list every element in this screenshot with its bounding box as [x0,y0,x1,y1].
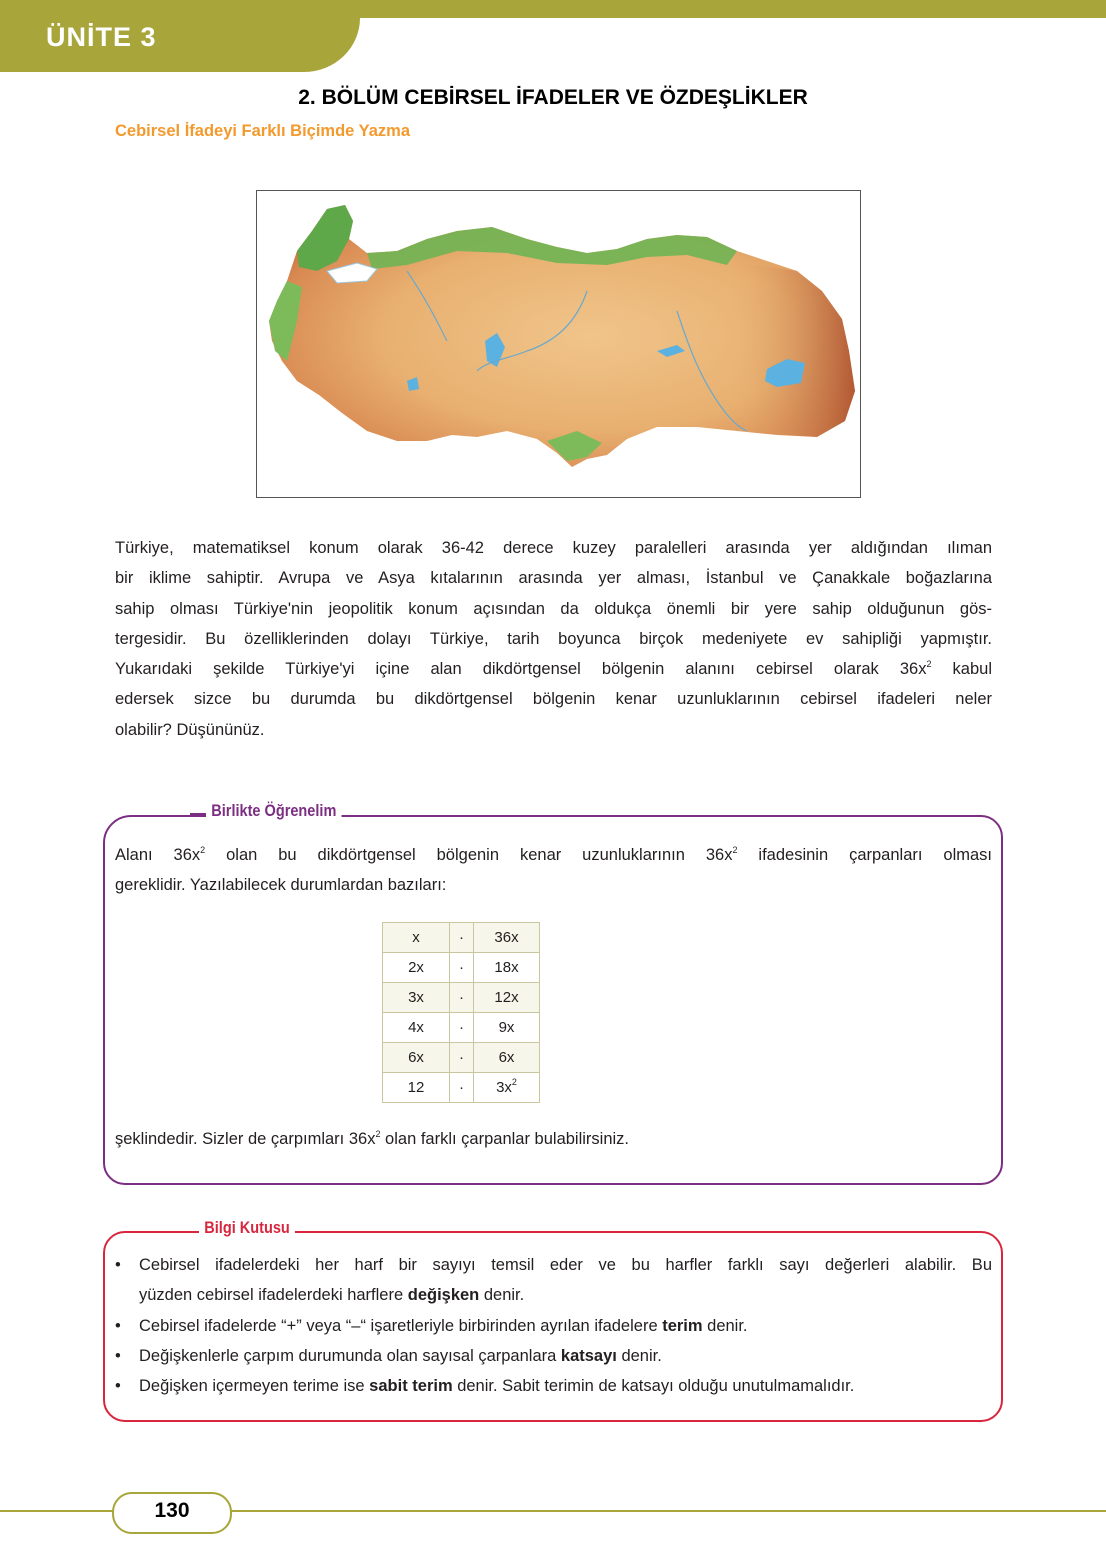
multiply-dot: · [450,1043,474,1073]
info-item [115,1341,992,1371]
info-item [115,1371,992,1401]
intro-line-text: Yukarıdaki şekilde Türkiye'yi içine alan dikdörtgensel bölgenin alanını cebirsel olarak 36x [115,660,927,679]
info-text: denir. [616,1346,662,1365]
factor-row [383,1043,540,1073]
page-number: 130 [154,1499,190,1522]
info-item [115,1250,992,1311]
learn-text-part: olan bu dikdörtgensel bölgenin kenar uzunluklarının 36x [205,846,733,864]
factor-cell: 4x [383,1013,450,1043]
section-title: 2. BÖLÜM CEBİRSEL İFADELER VE ÖZDEŞLİKLER [298,86,808,109]
factor-row [383,923,540,953]
superscript: 2 [926,659,932,670]
info-list [115,1250,992,1401]
learn-conclusion [115,1130,629,1149]
learn-text-part: şeklindedir. Sizler de çarpımları 36x [115,1130,376,1148]
info-text: • Cebirsel ifadelerdeki her harf bir sayıyı temsil eder ve bu harfler farklı sayı değerleri alabilir. Bu [139,1256,992,1274]
factor-cell: $3x^2$ [474,1073,540,1103]
factor-cell: x [383,923,450,953]
multiply-dot: · [450,923,474,953]
superscript: 2 [732,845,738,855]
info-text: yüzden cebirsel ifadelerdeki harflere [139,1286,408,1305]
info-text: Değişken içermeyen terime ise [139,1377,370,1396]
intro-line: sahip olması Türkiye'nin jeopolitik konum açısından da oldukça önemli bir yere sahip olduğunun gös- [115,599,992,618]
factor-cell: 6x [474,1043,540,1073]
factor-table [382,922,540,1103]
factor-cell: 18x [474,953,540,983]
info-item [115,1311,992,1341]
factor-cell: 9x [474,1013,540,1043]
section-subtitle: Cebirsel İfadeyi Farklı Biçimde Yazma [115,122,411,140]
factor-cell: 36x [474,923,540,953]
learn-text-part: olan farklı çarpanlar bulabilirsiniz. [380,1130,629,1148]
turkey-map [256,190,861,498]
intro-line [115,654,992,684]
factor-cell: 12 [383,1073,450,1103]
learn-line: gereklidir. Yazılabilecek durumlardan bazıları: [115,876,447,895]
info-term: katsayı [560,1346,617,1365]
multiply-dot: · [450,983,474,1013]
intro-line: bir iklime sahiptir. Avrupa ve Asya kıtalarının arasında yer alması, İstanbul ve Çanakkale boğazlarına [115,569,992,588]
factor-cell: 2x [383,953,450,983]
intro-line: tergesidir. Bu özelliklerinden dolayı Türkiye, tarih boyunca birçok medeniyete ev sahipliği yapmıştır. [115,629,992,648]
intro-paragraph [115,533,992,745]
intro-line: Türkiye, matematiksel konum olarak 36-42 derece kuzey paralelleri arasında yer aldığından ılıman [115,539,992,557]
factor-row [383,1073,540,1103]
learn-text [115,840,992,901]
learn-text-part: ifadesinin çarpanları olması [737,846,992,864]
turkey-relief-map-image [257,191,860,497]
info-box-title: Bilgi Kutusu [199,1219,295,1238]
superscript: 2 [200,845,206,855]
info-term: sabit terim [369,1377,453,1396]
superscript: 2 [375,1129,381,1139]
learn-line [115,840,992,870]
factor-cell: 3x [383,983,450,1013]
factor-row [383,953,540,983]
factor-cell: 12x [474,983,540,1013]
multiply-dot: · [450,1073,474,1103]
info-text: denir. Sabit terimin de katsayı olduğu unutulmamalıdır. [452,1377,855,1396]
info-text: denir. [702,1316,748,1335]
factor-row [383,983,540,1013]
multiply-dot: · [450,1013,474,1043]
factor-cell: 6x [383,1043,450,1073]
intro-line: edersek sizce bu durumda bu dikdörtgensel bölgenin kenar uzunluklarının cebirsel ifadeleri neler [115,690,992,709]
learn-together-title: Birlikte Öğrenelim [206,802,342,821]
intro-line: olabilir? Düşününüz. [115,720,265,739]
info-term: terim [662,1316,703,1335]
multiply-dot: · [450,953,474,983]
learn-text-part: Alanı 36x [115,846,201,864]
factor-row [383,1013,540,1043]
info-text: denir. [479,1286,525,1305]
info-text: Cebirsel ifadelerde “+” veya “–“ işaretleriyle birbirinden ayrılan ifadelere [139,1316,663,1335]
intro-line-text: kabul [931,660,993,679]
info-text: Değişkenlerle çarpım durumunda olan sayısal çarpanlara [139,1346,561,1365]
unit-label: ÜNİTE 3 [46,22,157,52]
info-term: değişken [407,1286,480,1305]
superscript: 2 [511,1077,517,1087]
eastern-mountains [727,261,855,437]
